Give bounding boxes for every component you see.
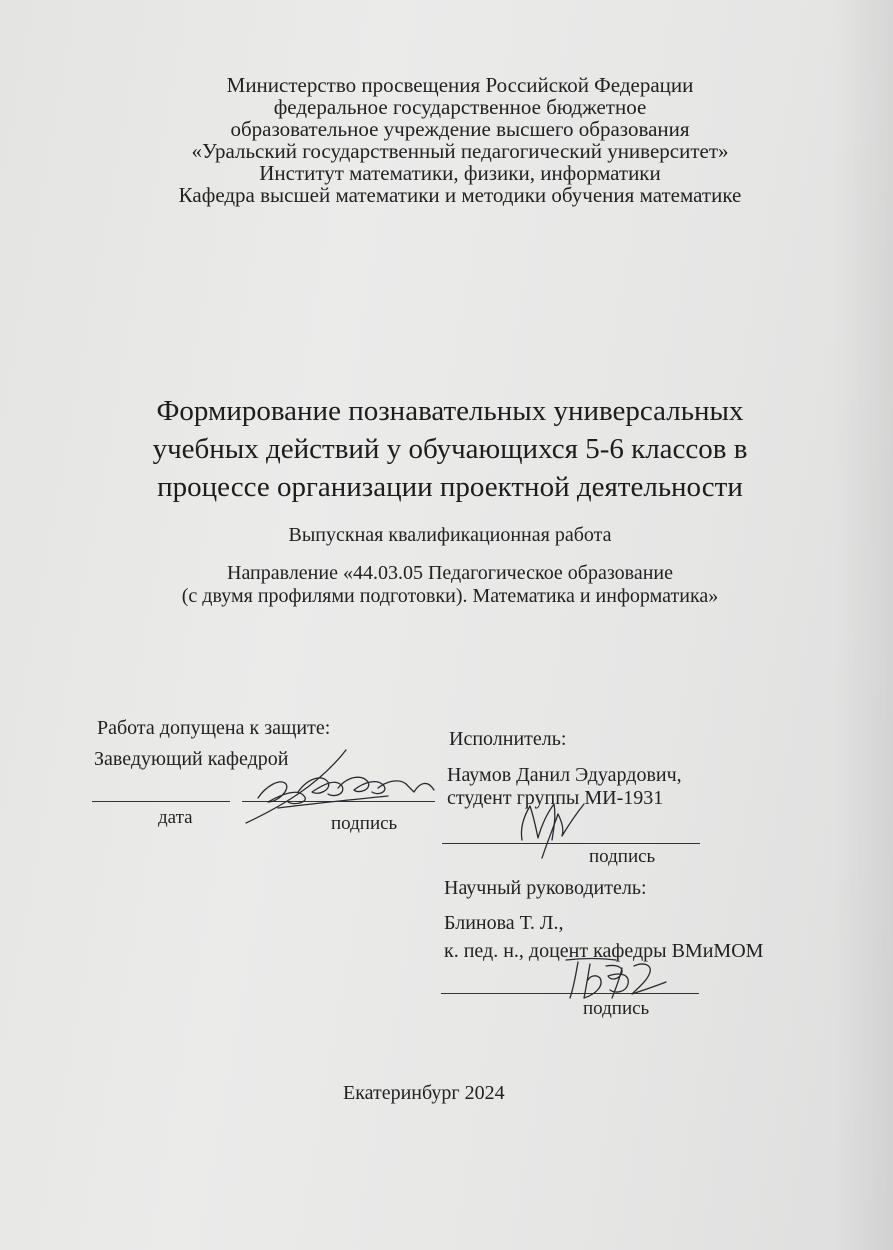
page-shadow (833, 0, 893, 1250)
header-line: образовательное учреждение высшего образования (230, 117, 690, 141)
supervisor-position: к. пед. н., доцент кафедры ВМиМОМ (444, 940, 764, 962)
head-signature-icon (238, 748, 438, 828)
title-line: процессе организации проектной деятельности (157, 471, 743, 503)
head-of-department-label: Заведующий кафедрой (94, 748, 289, 770)
date-caption: дата (158, 807, 193, 828)
work-type: Выпускная квалификационная работа (288, 524, 612, 546)
thesis-title (100, 392, 800, 506)
header-line: «Уральский государственный педагогический университет» (191, 139, 729, 163)
supervisor-signature-icon (560, 954, 670, 1004)
header-line: Министерство просвещения Российской Федерации (226, 73, 694, 97)
study-direction (80, 562, 820, 608)
supervisor-name: Блинова Т. Л., (444, 912, 564, 934)
head-signature-caption: подпись (331, 813, 398, 834)
admitted-label: Работа допущена к защите: (97, 717, 331, 739)
supervisor-label: Научный руководитель: (444, 877, 647, 899)
direction-line: (с двумя профилями подготовки). Математика и информатика» (181, 585, 719, 607)
direction-line: Направление «44.03.05 Педагогическое образование (227, 562, 673, 584)
executor-signature-caption: подпись (589, 846, 656, 867)
header-line: федеральное государственное бюджетное (273, 95, 647, 119)
executor-label: Исполнитель: (449, 728, 567, 750)
city-year: Екатеринбург 2024 (343, 1082, 505, 1104)
header-line: Кафедра высшей математики и методики обучения математике (178, 183, 742, 207)
header-line: Институт математики, физики, информатики (259, 161, 661, 185)
title-line: Формирование познавательных универсальных (156, 395, 744, 427)
supervisor-signature-caption: подпись (583, 998, 650, 1019)
executor-group: студент группы МИ-1931 (447, 787, 664, 809)
executor-name: Наумов Данил Эдуардович, (447, 764, 682, 786)
executor-signature-icon (508, 800, 588, 862)
date-line (92, 801, 230, 802)
title-line: учебных действий у обучающихся 5-6 классов в (152, 433, 748, 465)
institution-header (120, 74, 800, 206)
